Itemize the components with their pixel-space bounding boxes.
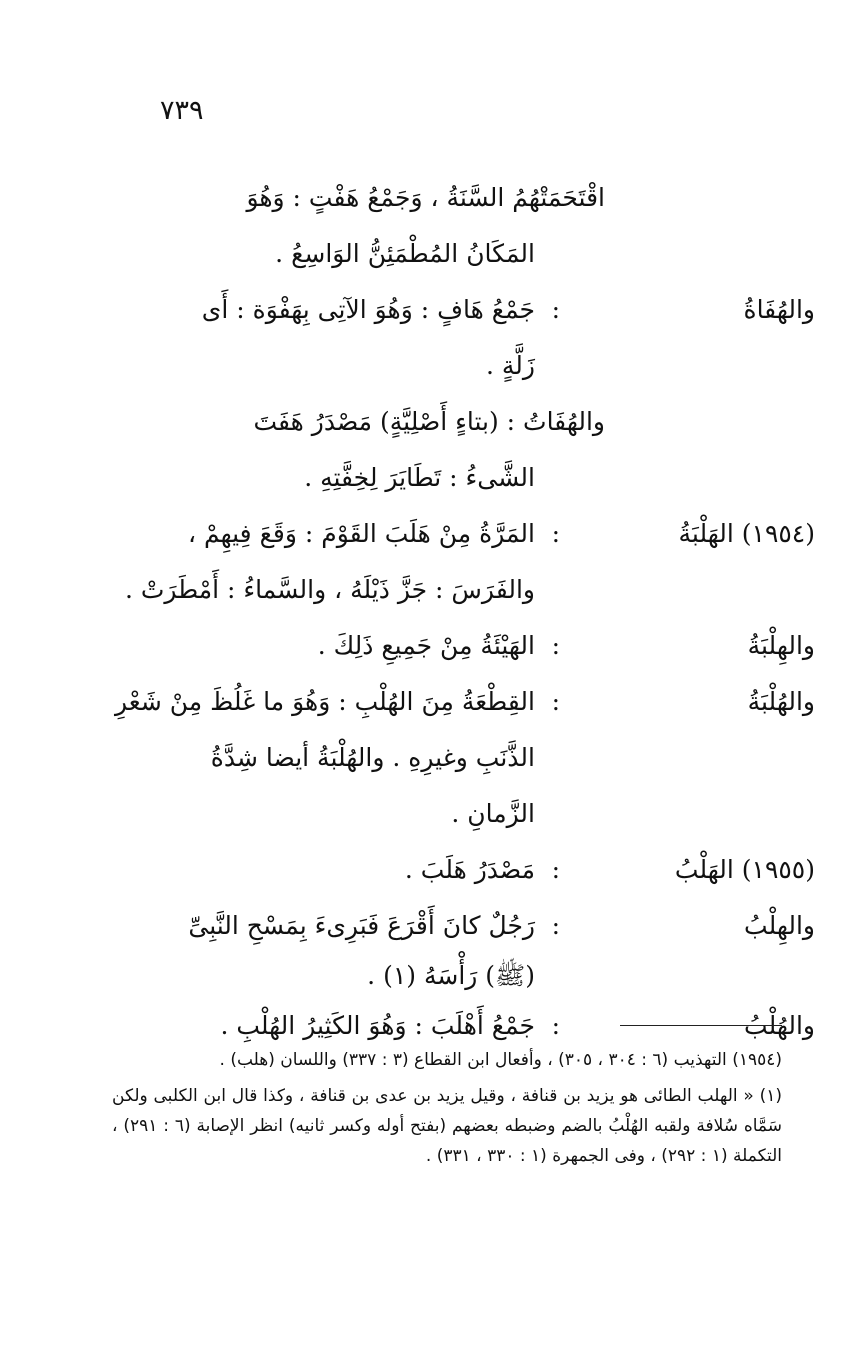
entry-line bbox=[100, 674, 815, 730]
entry-colon: : bbox=[551, 631, 560, 660]
entry-definition: الزَّمانِ . bbox=[451, 799, 535, 828]
entry-headword: والهُلْبَةُ bbox=[747, 687, 815, 716]
entry-definition: اقْتَحَمَتْهُمُ السَّنَةُ ، وَجَمْعُ هَفْتٍ : وَهُوَ bbox=[246, 183, 605, 212]
entry-definition: والفَرَسَ : جَزَّ ذَيْلَهُ ، والسَّماءُ : أَمْطَرَتْ . bbox=[125, 575, 535, 604]
entry-colon: : bbox=[551, 1011, 560, 1040]
entry-line bbox=[100, 786, 815, 842]
entry-definition: الهَيْئَةُ مِنْ جَمِيعِ ذَلِكَ . bbox=[317, 631, 535, 660]
entry-colon: : bbox=[551, 687, 560, 716]
entry-definition: زَلَّةٍ . bbox=[486, 351, 535, 380]
entry-headword: والهِلْبُ bbox=[744, 911, 815, 940]
entry-headword: والهُفَاةُ bbox=[743, 295, 815, 324]
entry-definition: رَجُلٌ كانَ أَقْرَعَ فَبَرِىءَ بِمَسْحِ النَّبِىِّ bbox=[188, 911, 535, 940]
entry-definition: جَمْعُ هَافٍ : وَهُوَ الآتِى بِهَفْوَة : أَى bbox=[201, 295, 535, 324]
entry-line bbox=[100, 338, 815, 394]
entry-line bbox=[100, 562, 815, 618]
footnote-1: (١) « الهلب الطائى هو يزيد بن قنافة ، وقيل يزيد بن عدى بن قنافة ، وكذا قال ابن الكلبى ولكن سَمَّاه سُلافة ولقبه الهُلْبُ بالضم وضبطه بعضهم (بفتح أوله وكسر ثانيه) انظر الإصابة (٦ : ٢٩١) ، التكملة (١ : ٢٩٢) ، وفى الجمهرة (١ : ٣٣٠ ، ٣٣١) . bbox=[112, 1086, 782, 1166]
entry-line bbox=[100, 618, 815, 674]
entry-headword: (١٩٥٤) الهَلْبَةُ bbox=[678, 519, 815, 548]
entry-colon: : bbox=[551, 911, 560, 940]
entry-headword: والهُلْبُ bbox=[744, 1011, 815, 1040]
footnote-divider bbox=[620, 1025, 782, 1026]
entry-definition: الذَّنَبِ وغيرِهِ . والهُلْبَةُ أيضا شِدَّةُ bbox=[210, 743, 535, 772]
entry-line bbox=[100, 282, 815, 338]
entry-line bbox=[100, 730, 815, 786]
entry-headword: والهِلْبَةُ bbox=[747, 631, 815, 660]
footnotes bbox=[112, 1045, 782, 1177]
footnote-1954: (١٩٥٤) التهذيب (٦ : ٣٠٤ ، ٣٠٥) ، وأفعال ابن القطاع (٣ : ٣٣٧) واللسان (هلب) . bbox=[219, 1050, 782, 1070]
dictionary-entries bbox=[100, 170, 815, 1054]
entry-definition: المَرَّةُ مِنْ هَلَبَ القَوْمَ : وَقَعَ فِيهِمْ ، bbox=[187, 519, 535, 548]
entry-line bbox=[100, 170, 815, 226]
entry-line bbox=[100, 954, 815, 998]
entry-headword: (١٩٥٥) الهَلْبُ bbox=[674, 855, 815, 884]
entry-colon: : bbox=[551, 519, 560, 548]
entry-definition: المَكَانُ المُطْمَئِنُّ الوَاسِعُ . bbox=[275, 239, 535, 268]
entry-colon: : bbox=[551, 855, 560, 884]
page-number: ٧٣٩ bbox=[160, 95, 204, 126]
entry-colon: : bbox=[551, 295, 560, 324]
entry-line bbox=[100, 898, 815, 954]
entry-definition: مَصْدَرُ هَلَبَ . bbox=[404, 855, 535, 884]
entry-line bbox=[100, 842, 815, 898]
entry-definition: (ﷺ) رَأْسَهُ (١) . bbox=[367, 961, 535, 990]
entry-definition: جَمْعُ أَهْلَبَ : وَهُوَ الكَثِيرُ الهُلْبِ . bbox=[220, 1011, 535, 1040]
entry-definition: والهُفَاتُ : (بتاءٍ أَصْلِيَّةٍ) مَصْدَرُ هَفَتَ bbox=[253, 407, 605, 436]
entry-line bbox=[100, 506, 815, 562]
entry-definition: القِطْعَةُ مِنَ الهُلْبِ : وَهُوَ ما غَلُظَ مِنْ شَعْرِ bbox=[115, 687, 535, 716]
entry-line bbox=[100, 394, 815, 450]
entry-definition: الشَّىءُ : تَطَايَرَ لِخِفَّتِهِ . bbox=[304, 463, 535, 492]
entry-line bbox=[100, 226, 815, 282]
entry-line bbox=[100, 450, 815, 506]
